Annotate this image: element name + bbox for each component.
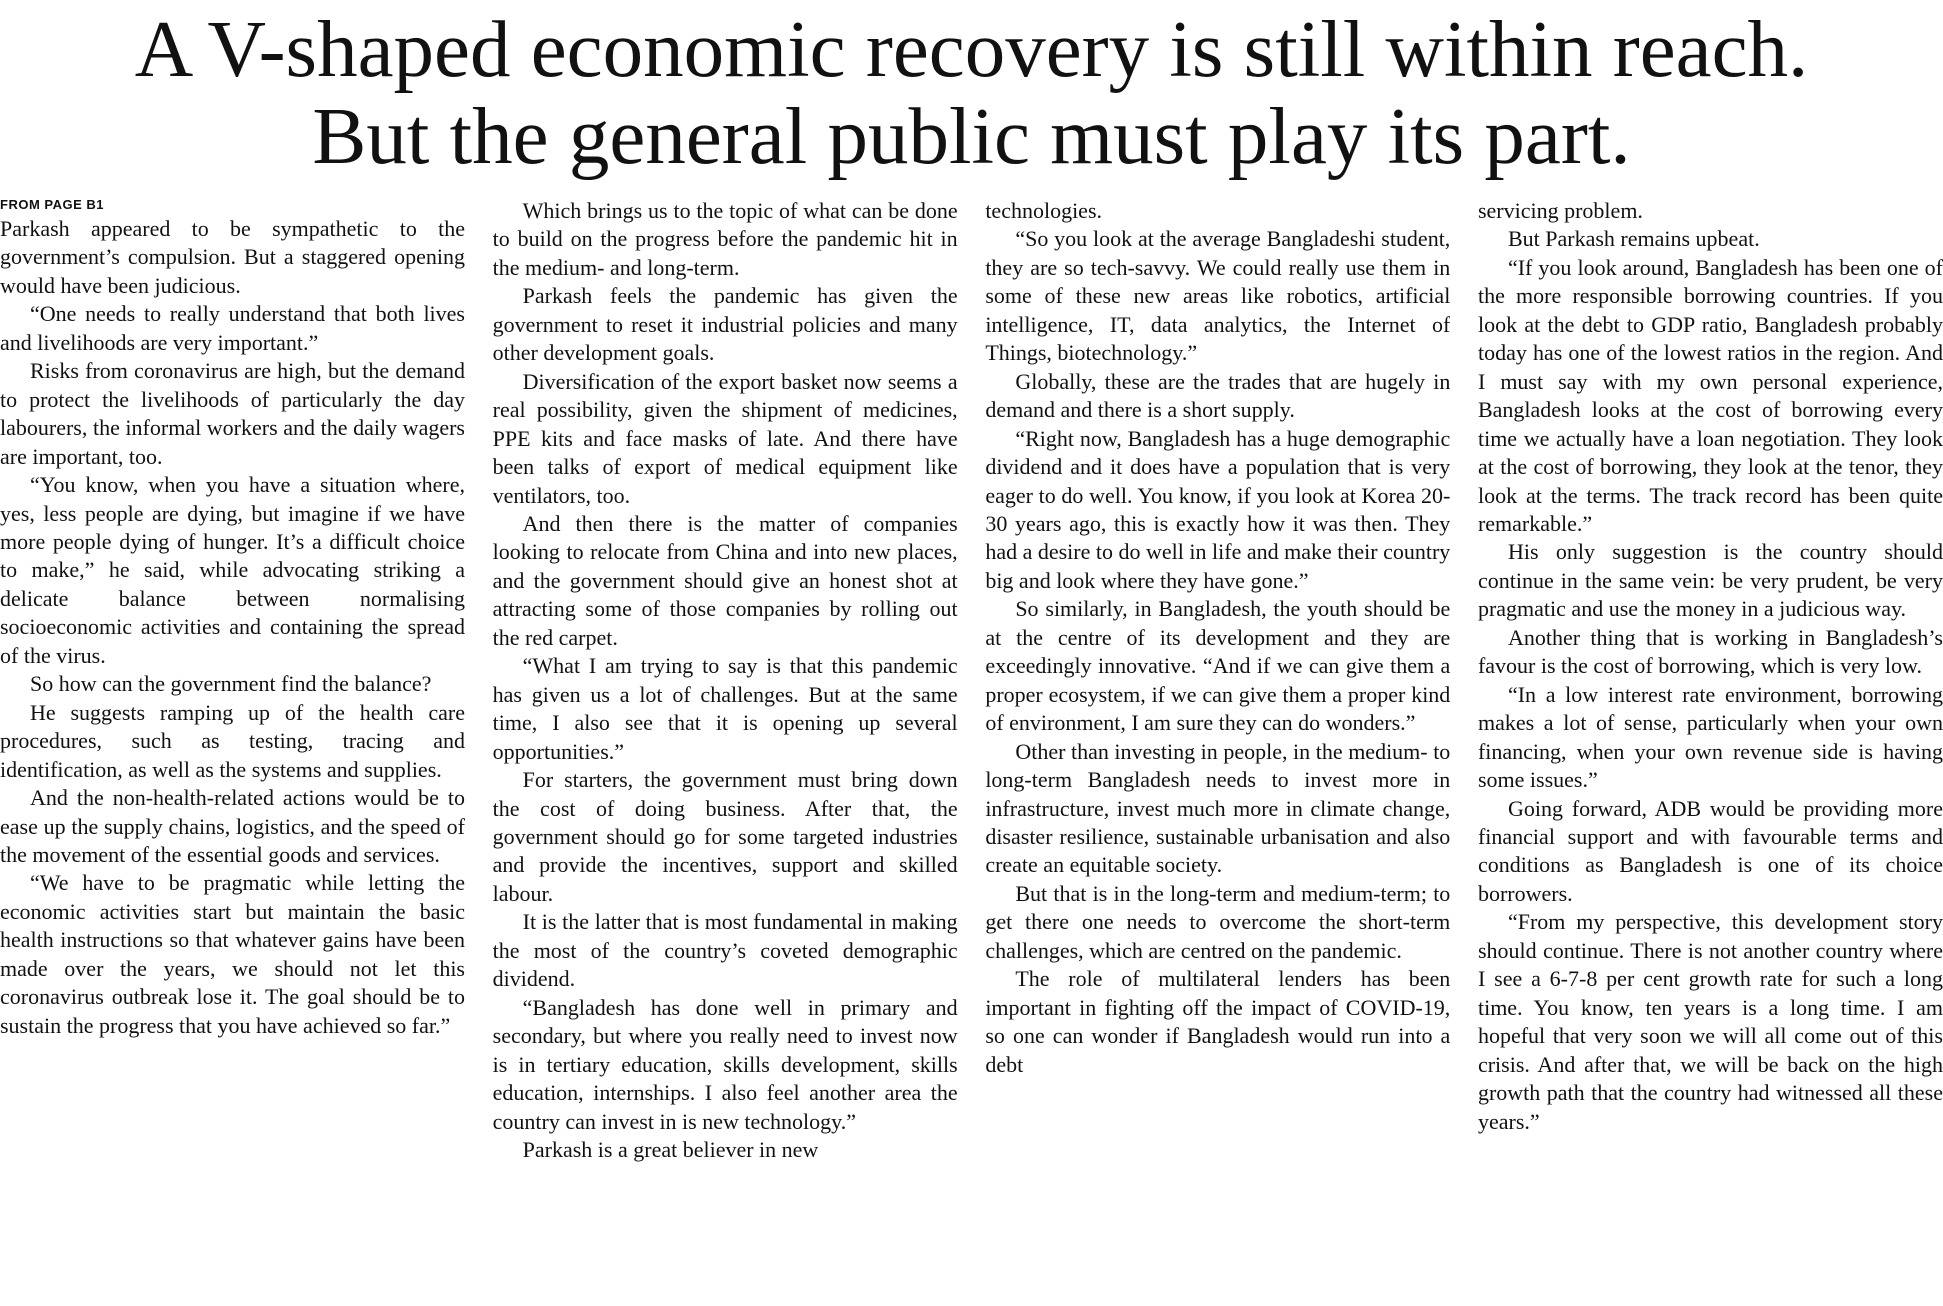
article-paragraph: It is the latter that is most fundamental in making the most of the country’s coveted demographic dividend.	[492, 909, 958, 992]
article-paragraph: And then there is the matter of companies looking to relocate from China and into new places, and the government should give an honest shot at attracting some of those companies by rolling out the red carpet.	[492, 510, 958, 650]
article-paragraph: “From my perspective, this development story should continue. There is not another country where I see a 6-7-8 per cent growth rate for such a long time. You know, ten years is a long time. I am hopeful that very soon we will all come out of this crisis. And after that, we will be back on the high growth path that the country had witnessed all these years.”	[1477, 909, 1943, 1134]
article-paragraph: Risks from coronavirus are high, but the demand to protect the livelihoods of particularly the day labourers, the informal workers and the daily wagers are important, too.	[0, 358, 465, 469]
article-paragraph: So similarly, in Bangladesh, the youth should be at the centre of its development and they are exceedingly innovative. “And if we can give them a proper ecosystem, if we can give them a proper kind of environment, I am sure they can do wonders.”	[985, 596, 1451, 736]
article-paragraph: Which brings us to the topic of what can be done to build on the progress before the pandemic hit in the medium- and long-term.	[492, 198, 958, 280]
article-paragraph: servicing problem.	[1477, 198, 1643, 223]
article-paragraph: And the non-health-related actions would be to ease up the supply chains, logistics, and the speed of the movement of the essential goods and services.	[0, 785, 465, 867]
article-paragraph: “So you look at the average Bangladeshi student, they are so tech-savvy. We could really use them in some of these new areas like robotics, artificial intelligence, IT, data analytics, the Internet of Things, biotechnology.”	[985, 226, 1451, 366]
article-paragraph: “Bangladesh has done well in primary and secondary, but where you really need to invest now is in tertiary education, skills development, skills education, internships. I also feel another area the country can invest in is new technology.”	[492, 994, 958, 1134]
article-paragraph: “If you look around, Bangladesh has been one of the more responsible borrowing countries. If you look at the debt to GDP ratio, Bangladesh probably today has one of the lowest ratios in the region. And I must say with my own personal experience, Bangladesh looks at the cost of borrowing every time we actually have a loan negotiation. They look at the cost of borrowing, they look at the tenor, they look at the terms. The track record has been quite remarkable.”	[1477, 254, 1943, 536]
article-column-2	[493, 197, 958, 1306]
article-paragraph: Diversification of the export basket now seems a real possibility, given the shipment of medicines, PPE kits and face masks of late. And there have been talks of export of medical equipment like ventilators, too.	[492, 368, 958, 508]
article-paragraph: “We have to be pragmatic while letting the economic activities start but maintain the basic health instructions so that whatever gains have been made over the years, we should not let this coronavirus outbreak lose it. The goal should be to sustain the progress that you have achieved so far.”	[0, 870, 465, 1038]
article-column-3	[985, 197, 1450, 1306]
article-paragraph: But that is in the long-term and medium-term; to get there one needs to overcome the short-term challenges, which are centred on the pandemic.	[985, 880, 1451, 963]
continued-from-kicker: FROM PAGE B1	[0, 197, 104, 212]
article-paragraph: Parkash is a great believer in new	[522, 1136, 819, 1162]
article-column-1	[0, 197, 465, 1306]
article-paragraph: But Parkash remains upbeat.	[1507, 226, 1760, 252]
article-paragraph: Globally, these are the trades that are hugely in demand and there is a short supply.	[985, 368, 1451, 423]
article-paragraph: So how can the government find the balance?	[30, 671, 432, 697]
article-paragraph: Parkash feels the pandemic has given the government to reset it industrial policies and many other development goals.	[492, 283, 958, 366]
article-paragraph: “Right now, Bangladesh has a huge demographic dividend and it does have a population that is very eager to do well. You know, if you look at Korea 20-30 years ago, this is exactly how it was then. They had a desire to do well in life and make their country big and look where they have gone.”	[985, 425, 1451, 593]
article-paragraph: Parkash appeared to be sympathetic to the government’s compulsion. But a staggered opening would have been judicious.	[0, 216, 465, 298]
article-paragraph: “What I am trying to say is that this pandemic has given us a lot of challenges. But at the same time, I also see that it is opening up several opportunities.”	[492, 653, 958, 764]
article-paragraph: technologies.	[985, 198, 1103, 223]
headline-line-1: A V-shaped economic recovery is still within reach.	[134, 4, 1809, 94]
article-paragraph: He suggests ramping up of the health care procedures, such as testing, tracing and identification, as well as the systems and supplies.	[0, 699, 465, 782]
article-paragraph: Going forward, ADB would be providing more financial support and with favourable terms and conditions as Bangladesh is one of its choice borrowers.	[1477, 795, 1943, 906]
article-paragraph: “One needs to really understand that both lives and livelihoods are very important.”	[0, 301, 465, 355]
article-paragraph: “In a low interest rate environment, borrowing makes a lot of sense, particularly when your own financing, when your own revenue side is having some issues.”	[1477, 681, 1943, 793]
article-paragraph: Other than investing in people, in the medium- to long-term Bangladesh needs to invest more in infrastructure, invest much more in climate change, disaster resilience, sustainable urbanisation and also create an equitable society.	[985, 738, 1451, 878]
article-column-4	[1478, 197, 1943, 1306]
article-paragraph: His only suggestion is the country should continue in the same vein: be very prudent, be very pragmatic and use the money in a judicious way.	[1477, 539, 1943, 622]
article-paragraph: For starters, the government must bring down the cost of doing business. After that, the government should go for some targeted industries and provide the incentives, support and skilled labour.	[492, 767, 958, 906]
headline-line-2: But the general public must play its part.	[312, 91, 1631, 181]
article-paragraph: Another thing that is working in Bangladesh’s favour is the cost of borrowing, which is very low.	[1477, 624, 1943, 679]
article-paragraph: “You know, when you have a situation where, yes, less people are dying, but imagine if we have more people dying of hunger. It’s a difficult choice to make,” he said, while advocating striking a delicate balance between normalising socioeconomic activities and containing the spread of the virus.	[0, 472, 465, 668]
headline	[0, 6, 1943, 180]
article-columns	[0, 197, 1943, 1306]
article-paragraph: The role of multilateral lenders has been important in fighting off the impact of COVID-19, so one can wonder if Bangladesh would run into a debt	[985, 966, 1451, 1077]
